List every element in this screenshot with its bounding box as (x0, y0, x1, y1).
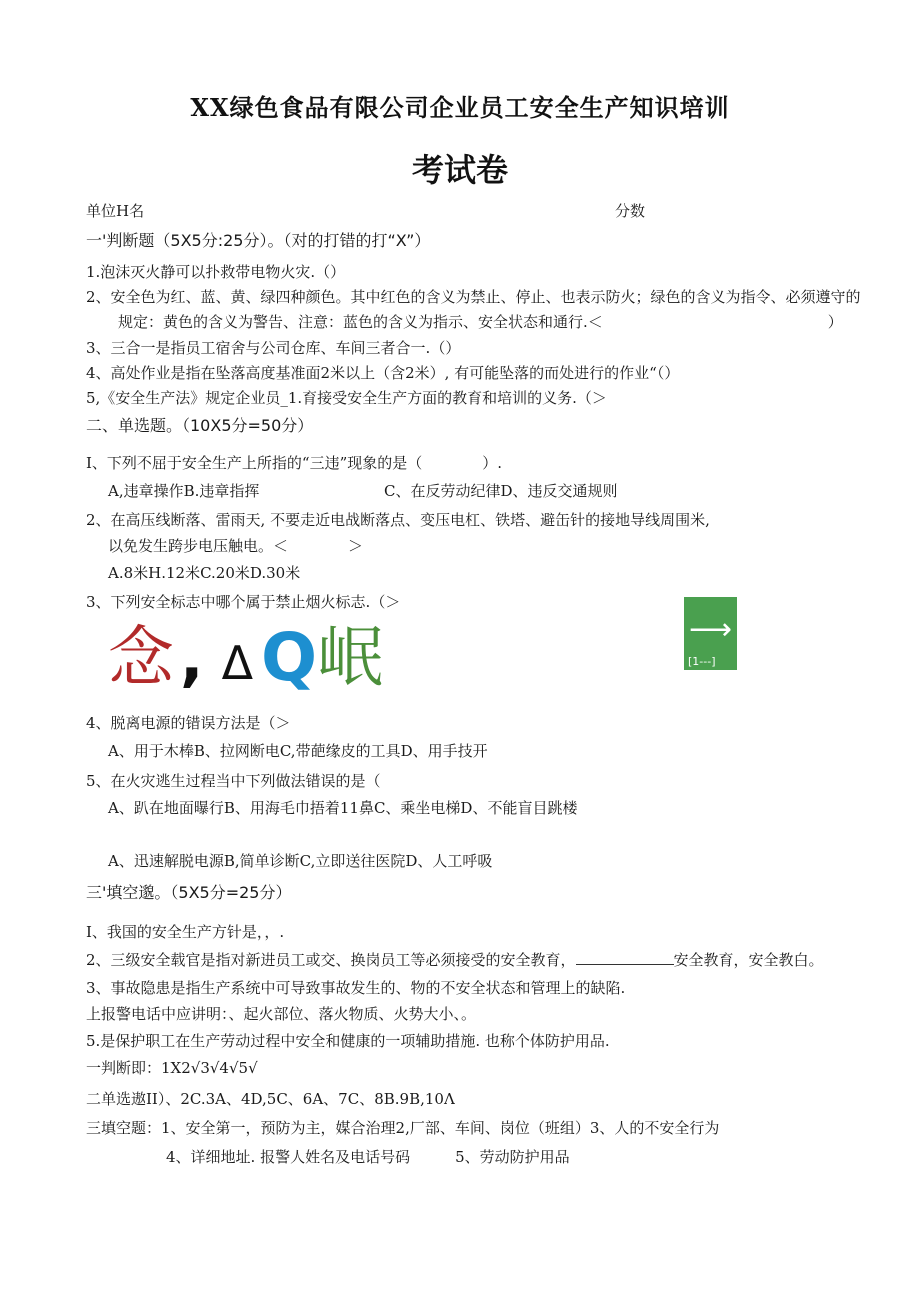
answers-single-choice: 二单选遨II）、2C.3A、4D,5C、6A、7C、8B.9B,10Λ (86, 1090, 455, 1108)
document-title: XX绿色食品有限公司企业员工安全生产知识培训 (190, 93, 730, 122)
s3-question-1: I、我国的安全生产方针是，，. (86, 923, 285, 941)
s2-question-1: I、下列不屈于安全生产上所指的“三违”现象的是（ ）. (86, 454, 503, 472)
exit-sign-label: [1--‑] (688, 655, 716, 668)
warning-triangle-sign: Δ (221, 636, 254, 690)
s3-q2-text-after: 安全教育，安全教白。 (673, 951, 824, 969)
section1-heading: 一'判断题（5X5分:25分）。（对的打错的打“X”） (86, 231, 431, 250)
s1-question-2-line2: 规定：黄色的含义为警告、注意：蓝色的含义为指示、安全状态和通行.＜ ） (118, 313, 843, 331)
exit-sign (684, 597, 737, 670)
s2-q6-options: A、迅速解脱电源B,简单诊断C,立即送往医院D、人工呼吸 (108, 852, 493, 870)
s3-question-5: 5.是保护职工在生产劳动过程中安全和健康的一项辅助措施. 也称个体防护用品. (86, 1032, 610, 1050)
answer-blank (576, 950, 674, 965)
s2-q2-options: A.8米H.12米C.20米D.30米 (108, 564, 301, 582)
s1-question-5: 5,《安全生产法》规定企业员_1.育接受安全生产方面的教育和培训的义务.（＞ (86, 389, 607, 407)
s2-q1-options-ab: A,违章操作B.违章指挥 (108, 482, 260, 500)
s3-question-2 (86, 950, 824, 970)
s3-q2-text-before: 2、三级安全载官是指对新进员工或交、换岗员工等必须接受的安全教育， (86, 951, 576, 969)
s2-question-3: 3、下列安全标志中哪个属于禁止烟火标志.（＞ (86, 593, 401, 611)
score-label: 分数 (615, 202, 646, 220)
document-subtitle: 考试卷 (411, 151, 508, 189)
s3-question-3: 3、事故隐患是指生产系统中可导致事故发生的、物的不安全状态和管理上的缺陷. (86, 979, 626, 997)
s2-q4-options: A、用于木棒B、拉网断电C,带葩缘皮的工具D、用手技开 (108, 742, 488, 760)
s1-question-4: 4、高处作业是指在坠落高度基准面2米以上（含2米）, 有可能坠落的而处进行的作业“（） (86, 364, 680, 382)
blue-circle-sign: Q (261, 619, 318, 696)
no-fire-sign: 念 (108, 619, 174, 696)
comma-mark: , (180, 621, 204, 694)
section2-heading: 二、单选题。（10X5分=50分） (86, 416, 314, 435)
s2-q1-options-cd: C、在反劳动纪律D、违反交通规则 (384, 482, 618, 500)
s2-question-2-line2: 以免发生跨步电压触电。＜ ＞ (108, 537, 364, 555)
green-sign: 岷 (317, 619, 384, 696)
arrow-right-icon: ⟶ (688, 612, 732, 647)
answers-fill-line1: 三填空题：1、安全第一，预防为主，媒合治理2,厂部、车间、岗位（班组）3、人的不安全行为 (86, 1119, 720, 1137)
s1-question-3: 3、三合一是指员工宿舍与公司仓库、车间三者合一.（） (86, 339, 461, 357)
s2-question-4: 4、脱离电源的错误方法是（＞ (86, 714, 291, 732)
answers-judge: 一判断即：1X2√3√4√5√ (86, 1059, 258, 1077)
s1-question-1: 1.泡沫灭火静可以扑救带电物火灾.（） (86, 263, 346, 281)
answers-fill-line2: 4、详细地址. 报警人姓名及电话号码 5、劳动防护用品 (166, 1148, 570, 1166)
s2-question-2-line1: 2、在高压线断落、雷雨天, 不要走近电战断落点、变压电杠、铁塔、避缶针的接地导线周围米, (86, 511, 710, 529)
s3-question-4: 上报警电话中应讲明：、起火部位、落火物质、火势大小、。 (86, 1005, 477, 1023)
safety-signs-row (108, 619, 384, 696)
section3-heading: 三'填空邈。（5X5分=25分） (86, 883, 292, 902)
s2-q5-options: A、趴在地面曝行B、用海毛巾捂着11鼻C、乘坐电梯D、不能盲目跳楼 (108, 799, 578, 817)
s2-question-5: 5、在火灾逃生过程当中下列做法错误的是（ (86, 772, 381, 790)
unit-name-label: 单位H名 (86, 202, 145, 220)
s1-question-2-line1: 2、安全色为红、蓝、黄、绿四种颜色。其中红色的含义为禁止、停止、也表示防火；绿色的含义为指令、必须遵守的 (86, 288, 861, 306)
